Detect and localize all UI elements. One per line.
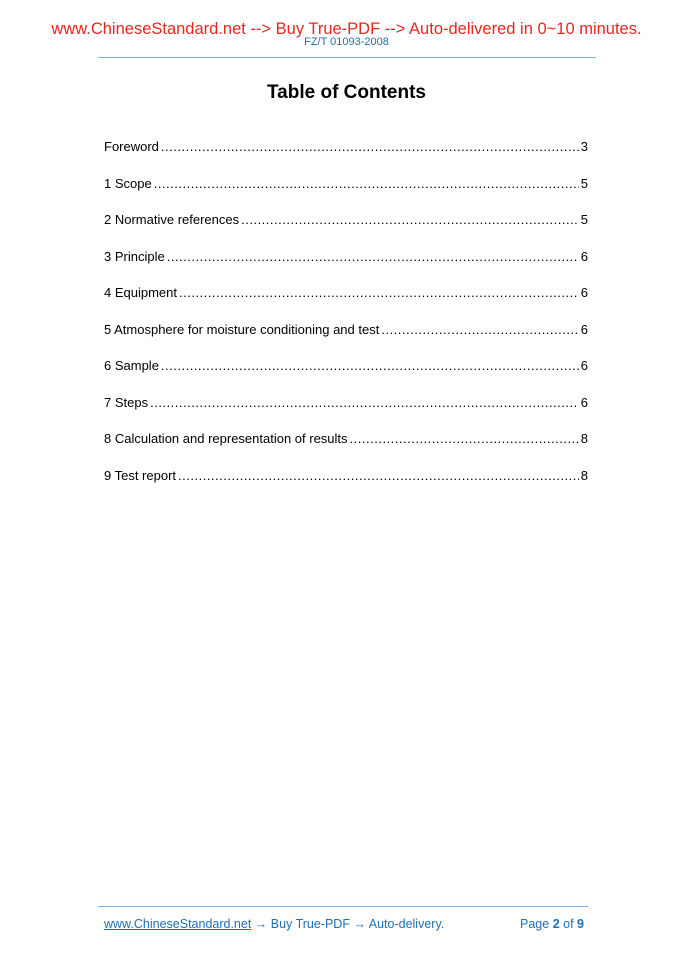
toc-dot-leader	[350, 430, 579, 447]
toc-entry-label: 2 Normative references	[104, 212, 240, 227]
toc-entry-page: 8	[580, 431, 588, 446]
toc-entry-label: 7 Steps	[104, 394, 149, 410]
footer-delivery-text: Auto-delivery.	[368, 917, 445, 931]
toc-entry-page: 6	[580, 358, 588, 373]
toc-title: Table of Contents	[266, 82, 427, 103]
toc-entry-calculation[interactable]	[104, 430, 588, 467]
table-of-contents	[104, 138, 588, 503]
toc-entry-page: 5	[580, 175, 588, 191]
toc-dot-leader	[178, 467, 579, 484]
toc-entry-label: 3 Principle	[104, 248, 165, 264]
page-indicator	[520, 916, 584, 932]
toc-entry-principle[interactable]	[104, 248, 588, 285]
toc-entry-label: 5 Atmosphere for moisture conditioning and test	[104, 321, 380, 337]
toc-entry-page: 6	[580, 321, 588, 337]
toc-dot-leader	[161, 138, 579, 155]
toc-entry-page: 8	[580, 467, 588, 483]
toc-entry-steps[interactable]	[104, 394, 588, 431]
footer-promo	[104, 916, 444, 932]
page-label: Page	[520, 917, 550, 931]
toc-dot-leader	[179, 284, 579, 301]
document-number: FZ/T 01093-2008	[304, 36, 389, 48]
toc-entry-test-report[interactable]	[104, 467, 588, 504]
toc-dot-leader	[154, 175, 579, 192]
arrow-right-icon: →	[254, 917, 268, 931]
toc-entry-sample[interactable]	[104, 357, 588, 394]
toc-entry-label: 4 Equipment	[104, 285, 177, 300]
toc-entry-foreword[interactable]	[104, 138, 588, 175]
toc-dot-leader	[150, 394, 579, 411]
toc-entry-atmosphere[interactable]	[104, 321, 588, 358]
toc-entry-page: 6	[580, 285, 588, 300]
of-label: of	[563, 917, 574, 931]
toc-entry-page: 6	[580, 248, 588, 264]
toc-entry-label: 8 Calculation and representation of results	[104, 431, 348, 446]
toc-entry-label: 1 Scope	[104, 175, 152, 191]
footer-divider	[98, 906, 588, 907]
toc-entry-label: 6 Sample	[104, 358, 159, 373]
toc-entry-scope[interactable]	[104, 175, 588, 212]
current-page-number: 2	[552, 917, 560, 931]
toc-dot-leader	[381, 321, 578, 338]
total-pages-number: 9	[577, 917, 584, 931]
toc-entry-page: 5	[580, 212, 588, 227]
toc-entry-equipment[interactable]	[104, 284, 588, 321]
footer-site-link[interactable]: www.ChineseStandard.net	[104, 917, 252, 931]
toc-dot-leader	[241, 211, 579, 228]
toc-entry-label: 9 Test report	[104, 467, 177, 483]
toc-entry-normative-references[interactable]	[104, 211, 588, 248]
toc-entry-label: Foreword	[104, 139, 159, 154]
toc-dot-leader	[161, 357, 579, 374]
toc-entry-page: 3	[580, 139, 588, 154]
promo-banner[interactable]: www.ChineseStandard.net --> Buy True-PDF --> Auto-delivered in 0~10 minutes.	[51, 20, 642, 38]
footer-buy-text: Buy True-PDF	[270, 917, 350, 931]
toc-dot-leader	[167, 248, 579, 265]
toc-entry-page: 6	[580, 394, 588, 410]
header-divider	[98, 57, 596, 58]
arrow-right-icon: →	[353, 917, 366, 931]
